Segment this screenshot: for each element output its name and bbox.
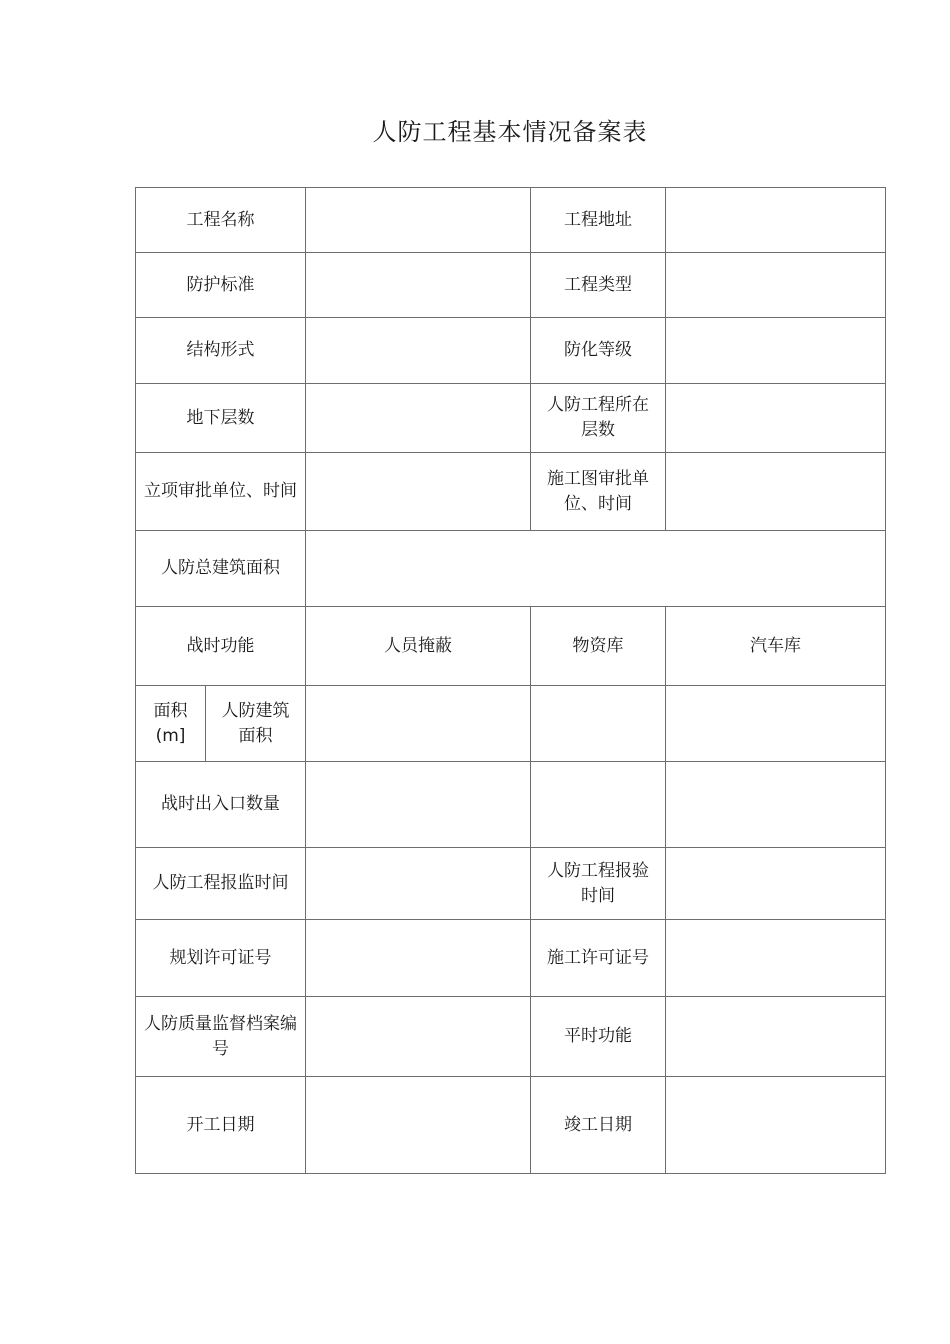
approval-unit-time-field[interactable] (306, 453, 531, 531)
drawing-approval-unit-time-label: 施工图审批单位、时间 (531, 453, 666, 531)
table-row (136, 318, 886, 384)
table-row (136, 920, 886, 997)
completion-date-label: 竣工日期 (531, 1077, 666, 1174)
underground-floors-label: 地下层数 (136, 384, 306, 453)
area-material-depot-field[interactable] (531, 686, 666, 762)
construction-permit-field[interactable] (666, 920, 886, 997)
table-row (136, 384, 886, 453)
table-row (136, 762, 886, 848)
quality-archive-number-field[interactable] (306, 997, 531, 1077)
chemical-protection-level-field[interactable] (666, 318, 886, 384)
table-row (136, 253, 886, 318)
table-row (136, 607, 886, 686)
start-date-field[interactable] (306, 1077, 531, 1174)
project-floor-field[interactable] (666, 384, 886, 453)
completion-date-field[interactable] (666, 1077, 886, 1174)
supervision-report-time-label: 人防工程报监时间 (136, 848, 306, 920)
protection-standard-field[interactable] (306, 253, 531, 318)
chemical-protection-level-label: 防化等级 (531, 318, 666, 384)
total-building-area-label: 人防总建筑面积 (136, 531, 306, 607)
structure-form-field[interactable] (306, 318, 531, 384)
project-name-label: 工程名称 (136, 188, 306, 253)
table-row (136, 848, 886, 920)
project-type-label: 工程类型 (531, 253, 666, 318)
function-material-depot: 物资库 (531, 607, 666, 686)
underground-floors-field[interactable] (306, 384, 531, 453)
protection-standard-label: 防护标准 (136, 253, 306, 318)
page-title: 人防工程基本情况备案表 (372, 118, 648, 146)
wartime-function-label: 战时功能 (136, 607, 306, 686)
drawing-approval-unit-time-field[interactable] (666, 453, 886, 531)
area-label: 面积(m] (136, 686, 206, 762)
filing-form-table (135, 187, 886, 1174)
table-row (136, 1077, 886, 1174)
project-address-field[interactable] (666, 188, 886, 253)
wartime-entrances-label: 战时出入口数量 (136, 762, 306, 848)
inspection-report-time-field[interactable] (666, 848, 886, 920)
function-garage: 汽车库 (666, 607, 886, 686)
entrances-material-depot-field[interactable] (531, 762, 666, 848)
area-personnel-shelter-field[interactable] (306, 686, 531, 762)
table-row (136, 686, 886, 762)
planning-permit-label: 规划许可证号 (136, 920, 306, 997)
inspection-report-time-label: 人防工程报验时间 (531, 848, 666, 920)
total-building-area-field[interactable] (306, 531, 886, 607)
table-row (136, 531, 886, 607)
project-name-field[interactable] (306, 188, 531, 253)
structure-form-label: 结构形式 (136, 318, 306, 384)
project-address-label: 工程地址 (531, 188, 666, 253)
table-row (136, 453, 886, 531)
supervision-report-time-field[interactable] (306, 848, 531, 920)
approval-unit-time-label: 立项审批单位、时间 (136, 453, 306, 531)
peacetime-function-field[interactable] (666, 997, 886, 1077)
planning-permit-field[interactable] (306, 920, 531, 997)
project-floor-label: 人防工程所在层数 (531, 384, 666, 453)
area-garage-field[interactable] (666, 686, 886, 762)
entrances-personnel-shelter-field[interactable] (306, 762, 531, 848)
function-personnel-shelter: 人员掩蔽 (306, 607, 531, 686)
start-date-label: 开工日期 (136, 1077, 306, 1174)
table-row (136, 997, 886, 1077)
table-row (136, 188, 886, 253)
project-type-field[interactable] (666, 253, 886, 318)
peacetime-function-label: 平时功能 (531, 997, 666, 1077)
civil-defense-building-area-label: 人防建筑面积 (206, 686, 306, 762)
quality-archive-number-label: 人防质量监督档案编号 (136, 997, 306, 1077)
construction-permit-label: 施工许可证号 (531, 920, 666, 997)
entrances-garage-field[interactable] (666, 762, 886, 848)
